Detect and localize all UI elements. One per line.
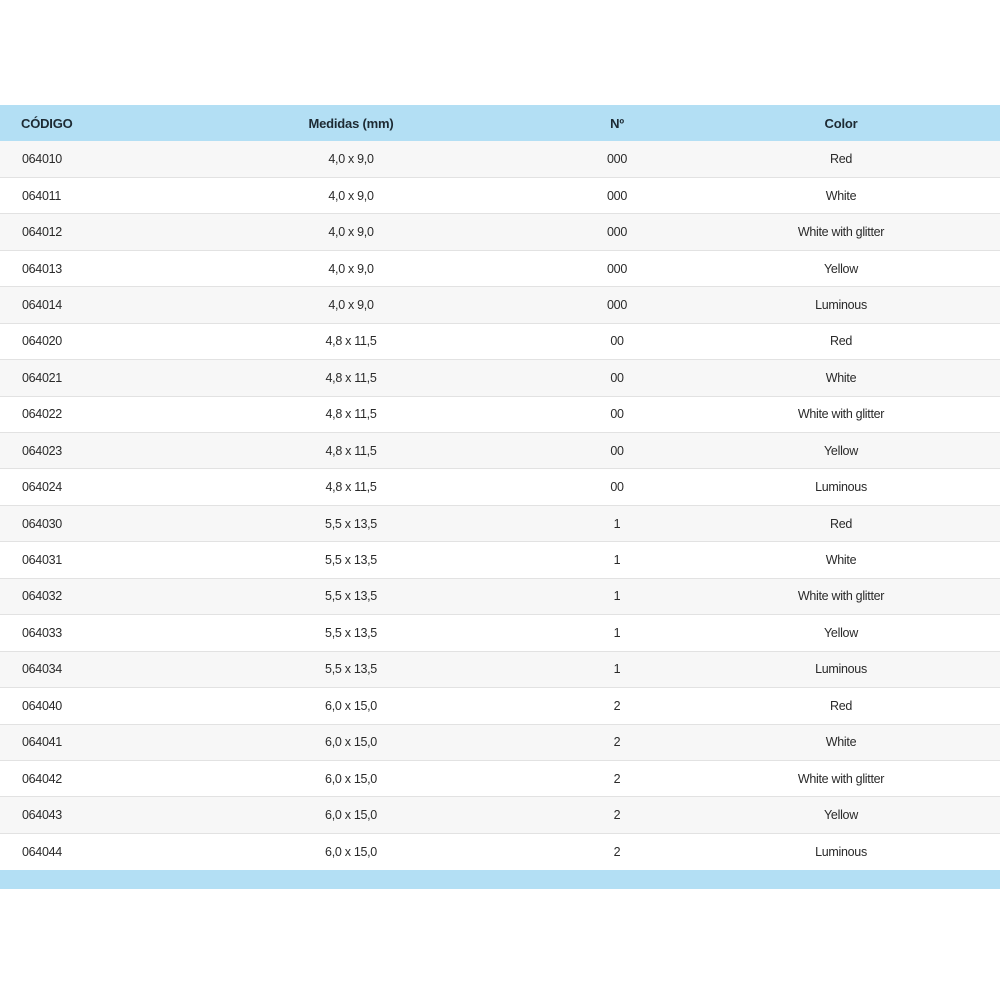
cell-color: Red bbox=[829, 334, 853, 349]
cell-code: 064034 bbox=[22, 662, 62, 677]
cell-color: Luminous bbox=[815, 662, 867, 677]
cell-size: 6,0 x 15,0 bbox=[325, 844, 377, 859]
cell-color: Red bbox=[829, 151, 853, 166]
cell-number: 2 bbox=[613, 698, 621, 713]
cell-number: 000 bbox=[607, 188, 627, 203]
cell-size: 4,0 x 9,0 bbox=[328, 297, 374, 312]
cell-number: 1 bbox=[613, 625, 621, 640]
cell-code: 064020 bbox=[22, 334, 62, 349]
cell-number: 1 bbox=[613, 516, 621, 531]
cell-size: 6,0 x 15,0 bbox=[325, 771, 377, 786]
table-row bbox=[0, 360, 1000, 396]
cell-number: 00 bbox=[610, 334, 624, 349]
cell-code: 064012 bbox=[22, 225, 62, 240]
cell-number: 2 bbox=[613, 844, 621, 859]
cell-color: Luminous bbox=[815, 844, 867, 859]
cell-color: Yellow bbox=[824, 625, 858, 640]
cell-size: 4,0 x 9,0 bbox=[328, 225, 374, 240]
table-row bbox=[0, 578, 1000, 614]
table-footer-bar bbox=[0, 870, 1000, 889]
table-row bbox=[0, 141, 1000, 177]
table-row bbox=[0, 651, 1000, 687]
cell-size: 4,8 x 11,5 bbox=[325, 443, 377, 458]
cell-size: 4,0 x 9,0 bbox=[328, 151, 374, 166]
cell-color: White with glitter bbox=[797, 225, 885, 240]
cell-size: 4,8 x 11,5 bbox=[325, 370, 377, 385]
cell-number: 2 bbox=[613, 808, 621, 823]
cell-size: 4,8 x 11,5 bbox=[325, 407, 377, 422]
cell-number: 2 bbox=[613, 735, 621, 750]
cell-size: 5,5 x 13,5 bbox=[325, 662, 377, 677]
cell-code: 064031 bbox=[22, 553, 62, 568]
cell-color: Yellow bbox=[824, 443, 858, 458]
cell-color: White bbox=[825, 188, 857, 203]
table-row bbox=[0, 760, 1000, 796]
cell-number: 000 bbox=[607, 261, 627, 276]
cell-code: 064044 bbox=[22, 844, 62, 859]
cell-number: 00 bbox=[610, 407, 624, 422]
cell-size: 5,5 x 13,5 bbox=[325, 589, 377, 604]
cell-size: 6,0 x 15,0 bbox=[325, 698, 377, 713]
product-table-container bbox=[0, 105, 1000, 889]
table-row bbox=[0, 724, 1000, 760]
table-row bbox=[0, 396, 1000, 432]
cell-number: 1 bbox=[613, 553, 621, 568]
cell-color: White bbox=[825, 553, 857, 568]
table-row bbox=[0, 833, 1000, 869]
cell-number: 1 bbox=[613, 662, 621, 677]
table-row bbox=[0, 542, 1000, 578]
cell-code: 064042 bbox=[22, 771, 62, 786]
cell-code: 064032 bbox=[22, 589, 62, 604]
cell-code: 064043 bbox=[22, 808, 62, 823]
cell-size: 4,8 x 11,5 bbox=[325, 480, 377, 495]
cell-color: White with glitter bbox=[797, 589, 885, 604]
cell-number: 000 bbox=[607, 225, 627, 240]
cell-size: 6,0 x 15,0 bbox=[325, 735, 377, 750]
header-color: Color bbox=[824, 115, 858, 131]
cell-size: 4,8 x 11,5 bbox=[325, 334, 377, 349]
cell-size: 5,5 x 13,5 bbox=[325, 553, 377, 568]
cell-code: 064022 bbox=[22, 407, 62, 422]
cell-size: 4,0 x 9,0 bbox=[328, 261, 374, 276]
table-header-row bbox=[0, 105, 1000, 141]
table-row bbox=[0, 287, 1000, 323]
cell-color: White bbox=[825, 735, 857, 750]
cell-color: White with glitter bbox=[797, 407, 885, 422]
cell-code: 064011 bbox=[22, 188, 61, 203]
table-row bbox=[0, 323, 1000, 359]
cell-code: 064013 bbox=[22, 261, 62, 276]
cell-code: 064040 bbox=[22, 698, 62, 713]
table-row bbox=[0, 797, 1000, 833]
table-row bbox=[0, 469, 1000, 505]
table-row bbox=[0, 688, 1000, 724]
cell-code: 064021 bbox=[22, 370, 62, 385]
cell-size: 4,0 x 9,0 bbox=[328, 188, 374, 203]
product-table bbox=[0, 105, 1000, 870]
cell-code: 064030 bbox=[22, 516, 62, 531]
table-row bbox=[0, 433, 1000, 469]
cell-size: 5,5 x 13,5 bbox=[325, 625, 377, 640]
cell-number: 00 bbox=[610, 480, 624, 495]
table-row bbox=[0, 177, 1000, 213]
cell-number: 00 bbox=[610, 370, 624, 385]
cell-size: 5,5 x 13,5 bbox=[325, 516, 377, 531]
cell-size: 6,0 x 15,0 bbox=[325, 808, 377, 823]
header-number: Nº bbox=[610, 115, 624, 131]
table-row bbox=[0, 250, 1000, 286]
cell-number: 1 bbox=[613, 589, 621, 604]
table-row bbox=[0, 505, 1000, 541]
table-row bbox=[0, 214, 1000, 250]
cell-number: 2 bbox=[613, 771, 621, 786]
cell-number: 000 bbox=[607, 297, 627, 312]
cell-color: Luminous bbox=[815, 297, 867, 312]
cell-color: Yellow bbox=[824, 808, 858, 823]
cell-code: 064010 bbox=[22, 151, 62, 166]
cell-color: White with glitter bbox=[797, 771, 885, 786]
header-code: CÓDIGO bbox=[21, 115, 73, 131]
cell-code: 064033 bbox=[22, 625, 62, 640]
cell-code: 064024 bbox=[22, 480, 62, 495]
cell-code: 064023 bbox=[22, 443, 62, 458]
cell-color: White bbox=[825, 370, 857, 385]
header-size: Medidas (mm) bbox=[308, 115, 394, 131]
cell-number: 000 bbox=[607, 151, 627, 166]
cell-number: 00 bbox=[610, 443, 624, 458]
table-row bbox=[0, 615, 1000, 651]
cell-color: Red bbox=[829, 698, 853, 713]
table-body bbox=[0, 141, 1000, 870]
cell-color: Yellow bbox=[824, 261, 858, 276]
cell-code: 064014 bbox=[22, 297, 62, 312]
cell-color: Luminous bbox=[815, 480, 867, 495]
cell-color: Red bbox=[829, 516, 853, 531]
cell-code: 064041 bbox=[22, 735, 62, 750]
